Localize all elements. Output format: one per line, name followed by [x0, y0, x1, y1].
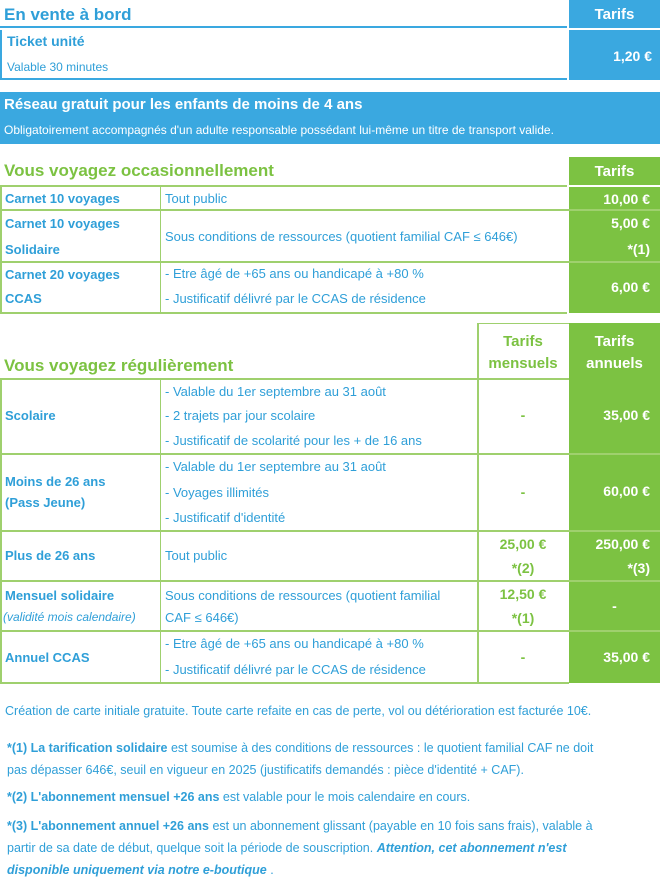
pass-jeune-name-l1: Moins de 26 ans — [5, 474, 106, 489]
mensuel-solidaire-monthly: 12,50 € — [499, 586, 547, 602]
plus26-monthly-footnote: *(2) — [511, 560, 535, 576]
carnet20-ccas-desc-l2: - Justificatif délivré par le CCAS de résidence — [165, 291, 426, 306]
note-3-warning-l3: disponible uniquement via notre e-boutique — [7, 863, 267, 877]
note-2 — [7, 786, 655, 808]
ticket-price: 1,20 € — [569, 30, 660, 80]
banner-title: Réseau gratuit pour les enfants de moins de 4 ans — [4, 96, 363, 113]
carnet10-solidaire-desc: Sous conditions de ressources (quotient familial CAF ≤ 646€) — [165, 229, 518, 244]
carnet10-solidaire-price: 5,00 € — [611, 215, 650, 231]
annual-header-l2: annuels — [586, 355, 643, 372]
plus26-annual-footnote: *(3) — [627, 560, 650, 576]
regular-title: Vous voyagez régulièrement — [4, 356, 234, 375]
scolaire-desc-2: - 2 trajets par jour scolaire — [165, 408, 316, 423]
occasional-tarifs-header: Tarifs — [569, 157, 660, 185]
note-3 — [7, 815, 655, 878]
mensuel-solidaire-monthly-footnote: *(1) — [511, 610, 535, 626]
annual-header-l1: Tarifs — [594, 333, 635, 350]
pass-jeune-desc-1: - Valable du 1er septembre au 31 août — [165, 459, 386, 474]
carnet20-ccas-name-l2: CCAS — [5, 291, 42, 306]
pass-jeune-annual: 60,00 € — [603, 483, 650, 499]
note-3-warning-l2: Attention, cet abonnement n'est — [376, 841, 567, 855]
annuel-ccas-annual: 35,00 € — [603, 649, 650, 665]
monthly-header-l2: mensuels — [488, 355, 558, 372]
carnet10-solidaire-name-l2: Solidaire — [5, 242, 60, 257]
ticket-name: Ticket unité — [7, 33, 85, 49]
monthly-header-l1: Tarifs — [503, 333, 543, 350]
pass-jeune-name-l2: (Pass Jeune) — [5, 495, 86, 510]
ticket-row — [0, 30, 567, 80]
card-note: Création de carte initiale gratuite. Toute carte refaite en cas de perte, vol ou détérioration est facturée 10€. — [5, 704, 592, 718]
carnet10-desc: Tout public — [165, 191, 228, 206]
banner-subtitle: Obligatoirement accompagnés d'un adulte responsable possédant lui-même un titre de transport valide. — [4, 123, 554, 137]
note-3-end: . — [266, 863, 274, 877]
onboard-title: En vente à bord — [4, 5, 132, 24]
annuel-ccas-desc-2: - Justificatif délivré par le CCAS de résidence — [165, 662, 426, 677]
annuel-ccas-monthly: - — [520, 649, 526, 665]
carnet10-price: 10,00 € — [569, 187, 660, 209]
free-children-banner — [0, 92, 660, 144]
pass-jeune-desc-3: - Justificatif d'identité — [165, 510, 286, 525]
onboard-tarifs-header: Tarifs — [569, 0, 660, 28]
note-1-text-l2: pas dépasser 646€, seuil en vigueur en 2025 (justificatifs demandés : pièce d'identité + CAF). — [7, 763, 524, 777]
pass-jeune-monthly: - — [520, 484, 526, 500]
note-2-title: *(2) L'abonnement mensuel +26 ans — [7, 790, 220, 804]
pass-jeune-desc-2: - Voyages illimités — [165, 485, 270, 500]
scolaire-monthly: - — [520, 407, 526, 423]
plus26-monthly: 25,00 € — [499, 536, 547, 552]
annuel-ccas-name: Annuel CCAS — [5, 650, 90, 665]
mensuel-solidaire-desc-1: Sous conditions de ressources (quotient familial — [165, 588, 441, 603]
carnet20-ccas-price: 6,00 € — [611, 279, 650, 295]
plus26-desc: Tout public — [165, 548, 228, 563]
carnet20-ccas-name-l1: Carnet 20 voyages — [5, 267, 120, 282]
scolaire-name: Scolaire — [5, 408, 56, 423]
note-3-text-l1: est un abonnement glissant (payable en 10 fois sans frais), valable à — [208, 819, 593, 833]
note-2-text: est valable pour le mois calendaire en cours. — [219, 790, 471, 804]
plus26-annual: 250,00 € — [595, 536, 650, 552]
occasional-title: Vous voyagez occasionnellement — [4, 161, 274, 180]
scolaire-annual: 35,00 € — [603, 407, 650, 423]
scolaire-desc-1: - Valable du 1er septembre au 31 août — [165, 384, 386, 399]
note-3-text-l2: partir de sa date de début, quelque soit la période de souscription. — [7, 841, 377, 855]
scolaire-desc-3: - Justificatif de scolarité pour les + de 16 ans — [165, 433, 422, 448]
mensuel-solidaire-desc-2: CAF ≤ 646€) — [165, 610, 239, 625]
note-1-title: *(1) La tarification solidaire — [7, 741, 168, 755]
note-1 — [7, 737, 655, 781]
carnet10-solidaire-name-l1: Carnet 10 voyages — [5, 216, 120, 231]
annuel-ccas-desc-1: - Etre âgé de +65 ans ou handicapé à +80 % — [165, 636, 424, 651]
ticket-validity: Valable 30 minutes — [7, 60, 109, 74]
mensuel-solidaire-annual: - — [612, 598, 617, 614]
carnet20-ccas-desc-l1: - Etre âgé de +65 ans ou handicapé à +80 % — [165, 266, 424, 281]
note-3-title: *(3) L'abonnement annuel +26 ans — [7, 819, 209, 833]
mensuel-solidaire-name: Mensuel solidaire — [5, 588, 115, 603]
onboard-section — [0, 0, 660, 80]
plus26-name: Plus de 26 ans — [5, 548, 96, 563]
onboard-header — [0, 0, 567, 28]
carnet10-name: Carnet 10 voyages — [5, 191, 120, 206]
note-1-text-l1: est soumise à des conditions de ressources : le quotient familial CAF ne doit — [167, 741, 594, 755]
carnet10-solidaire-footnote: *(1) — [627, 241, 650, 257]
mensuel-solidaire-validity: (validité mois calendaire) — [3, 610, 136, 624]
